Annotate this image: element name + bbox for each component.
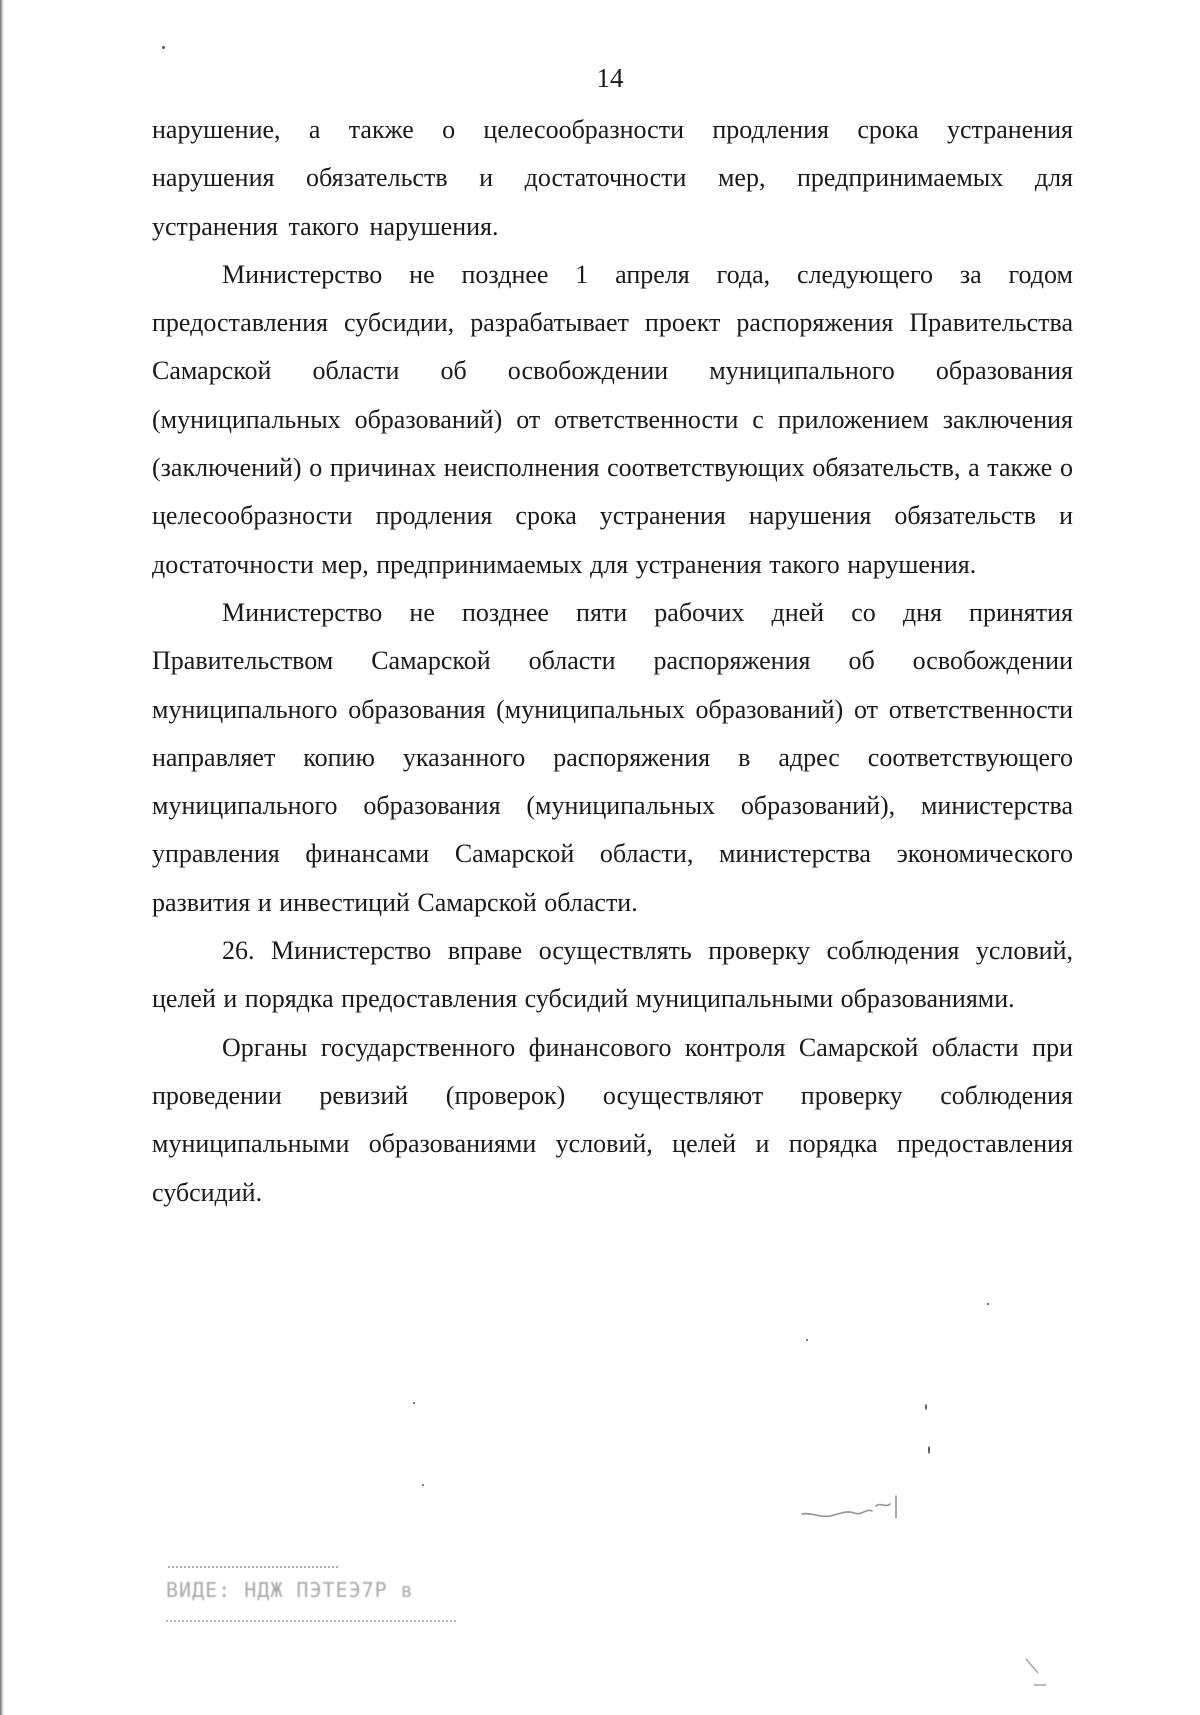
scan-speck bbox=[422, 1484, 424, 1486]
scan-speck bbox=[987, 1303, 989, 1305]
paragraph-draft-order: Министерство не позднее 1 апреля года, следующего за годом предоставления субсидии, разрабатывает проект распоряжения Правительства Самарской области об освобождении муниципального образования (муниципальных образований) от ответственности с приложением заключения (заключений) о причинах неисполнения соответствующих обязательств, а также о целесообразности продления срока устранения нарушения обязательств и достаточности мер, предпринимаемых для устранения такого нарушения. bbox=[152, 259, 1073, 579]
footer-rule bbox=[168, 1566, 338, 1568]
paragraph-copy-delivery: Министерство не позднее пяти рабочих дней со дня принятия Правительством Самарской области распоряжения об освобождении муниципального образования (муниципальных образований) от ответственности направляет копию указанного распоряжения в адрес соответствующего муниципального образования (муниципальных образований), министерства управления финансами Самарской области, министерства экономического развития и инвестиций Самарской области. bbox=[152, 597, 1073, 917]
page-number: 14 bbox=[596, 63, 624, 93]
scan-speck bbox=[925, 1404, 927, 1410]
scan-speck bbox=[806, 1339, 808, 1341]
corner-scan-mark bbox=[1020, 1655, 1060, 1695]
footer-rule bbox=[166, 1620, 456, 1622]
paragraph-continuation: нарушение, а также о целесообразности продления срока устранения нарушения обязательств и достаточности мер, предпринимаемых для устранения такого нарушения. bbox=[152, 115, 1073, 241]
scan-speck bbox=[928, 1446, 930, 1454]
scan-left-edge bbox=[0, 0, 4, 1715]
paragraph-financial-control: Органы государственного финансового контроля Самарской области при проведении ревизий (проверок) осуществляют проверку соблюдения муниципальными образованиями условий, целей и порядка предоставления субсидий. bbox=[152, 1032, 1073, 1207]
document-body bbox=[152, 106, 1073, 1217]
scan-speck bbox=[413, 1402, 415, 1404]
paragraph-item-26: 26. Министерство вправе осуществлять проверку соблюдения условий, целей и порядка предоставления субсидий муниципальными образованиями. bbox=[152, 936, 1073, 1014]
scan-speck bbox=[162, 46, 165, 49]
signature-scribble bbox=[800, 1488, 910, 1524]
footer-document-code: ВИДЕ: НДЖ ПЭТЕЭ7Р в bbox=[166, 1578, 414, 1602]
